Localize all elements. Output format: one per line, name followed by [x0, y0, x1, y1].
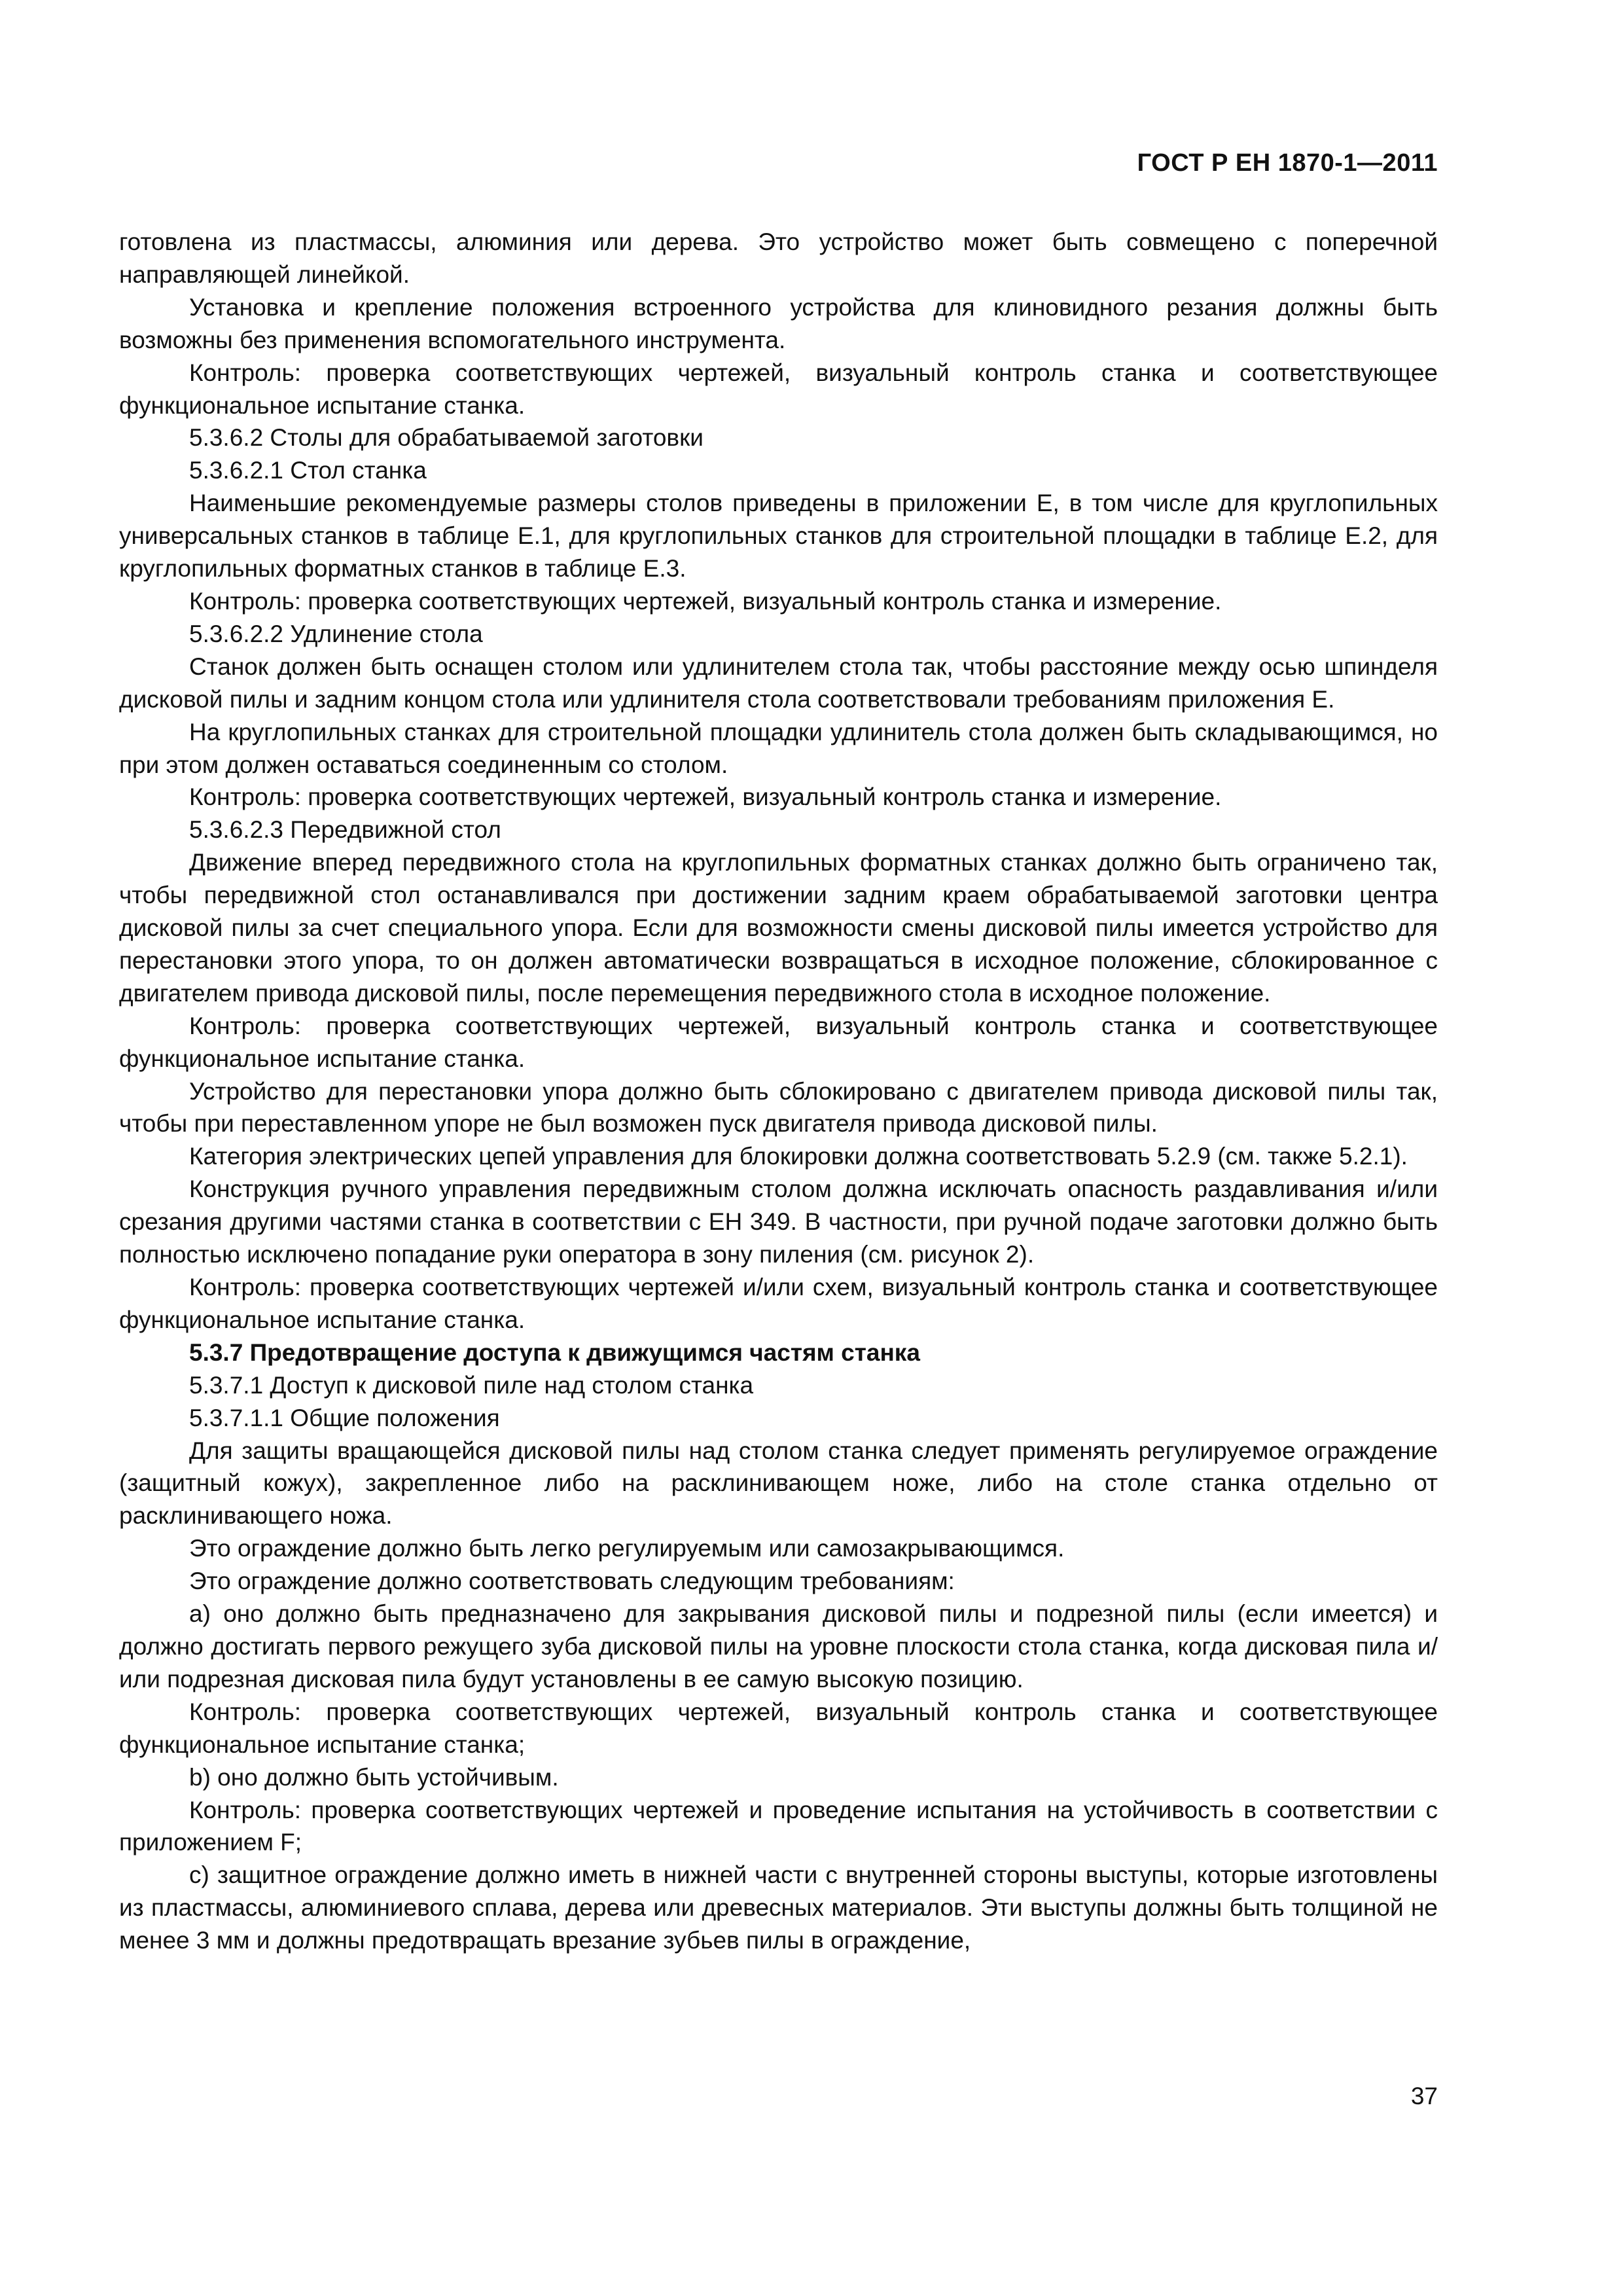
paragraph: 5.3.6.2 Столы для обрабатываемой заготовки [189, 424, 704, 452]
paragraph: Контроль: проверка соответствующих чертежей, визуальный контроль станка и соответствующее функциональное испытание станка. [119, 359, 1438, 419]
paragraph: Наименьшие рекомендуемые размеры столов приведены в приложении Е, в том числе для круглопильных универсальных станков в таблице Е.1, для круглопильных станков для строительной площадки в таблице Е.2, для круглопильных форматных станков в таблице Е.3. [119, 490, 1438, 583]
paragraph: 5.3.7.1.1 Общие положения [189, 1404, 500, 1431]
standard-code: ГОСТ Р ЕН 1870-1—2011 [1137, 149, 1438, 177]
paragraph: Станок должен быть оснащен столом или удлинителем стола так, чтобы расстояние между осью шпинделя дисковой пилы и задним концом стола или удлинителя стола соответствовали требованиям приложения Е. [119, 653, 1438, 713]
paragraph: Контроль: проверка соответствующих чертежей, визуальный контроль станка и измерение. [189, 587, 1222, 615]
paragraph: Контроль: проверка соответствующих чертежей, визуальный контроль станка и соответствующее функциональное испытание станка. [119, 1012, 1438, 1072]
paragraph: Это ограждение должно соответствовать следующим требованиям: [189, 1568, 955, 1595]
paragraph: Это ограждение должно быть легко регулируемым или самозакрывающимся. [189, 1535, 1065, 1562]
paragraph: b) оно должно быть устойчивым. [189, 1763, 559, 1791]
paragraph: Контроль: проверка соответствующих чертежей, визуальный контроль станка и измерение. [189, 783, 1222, 811]
paragraph: Установка и крепление положения встроенного устройства для клиновидного резания должны быть возможны без применения вспомогательного инструмента. [119, 293, 1438, 353]
paragraph: Устройство для перестановки упора должно быть сблокировано с двигателем привода дисковой пилы так, чтобы при переставленном упоре не был возможен пуск двигателя привода дисковой пилы. [119, 1077, 1438, 1138]
section-heading: 5.3.7 Предотвращение доступа к движущимся частям станка [189, 1338, 920, 1366]
paragraph: 5.3.6.2.3 Передвижной стол [189, 816, 501, 844]
paragraph: На круглопильных станках для строительной площадки удлинитель стола должен быть складывающимся, но при этом должен оставаться соединенным со столом. [119, 718, 1438, 778]
paragraph: Движение вперед передвижного стола на круглопильных форматных станках должно быть ограничено так, чтобы передвижной стол останавливался при достижении задним краем обрабатываемой заготовки центра дисковой пилы за счет специального упора. Если для возможности смены дисковой пилы имеется устройство для перестановки этого упора, то он должен автоматически возвращаться в исходное положение, сблокированное с двигателем привода дисковой пилы, после перемещения передвижного стола в исходное положение. [119, 849, 1438, 1007]
paragraph: с) защитное ограждение должно иметь в нижней части с внутренней стороны выступы, которые изготовлены из пластмассы, алюминиевого сплава, дерева или древесных материалов. Эти выступы должны быть толщиной не менее 3 мм и должны предотвращать врезание зубьев пилы в ограждение, [119, 1861, 1438, 1954]
body-text [119, 226, 1438, 1957]
paragraph: Контроль: проверка соответствующих чертежей и проведение испытания на устойчивость в соответствии с приложением F; [119, 1796, 1438, 1856]
page-number: 37 [1410, 2083, 1438, 2109]
paragraph: готовлена из пластмассы, алюминия или дерева. Это устройство может быть совмещено с поперечной направляющей линейкой. [119, 228, 1438, 288]
paragraph: Контроль: проверка соответствующих чертежей и/или схем, визуальный контроль станка и соответствующее функциональное испытание станка. [119, 1274, 1438, 1333]
paragraph: Контроль: проверка соответствующих чертежей, визуальный контроль станка и соответствующее функциональное испытание станка; [119, 1698, 1438, 1758]
paragraph: Конструкция ручного управления передвижным столом должна исключать опасность раздавливания и/или срезания другими частями станка в соответствии с ЕН 349. В частности, при ручной подаче заготовки должно быть полностью исключено попадание руки оператора в зону пиления (см. рисунок 2). [119, 1175, 1438, 1268]
paragraph: Категория электрических цепей управления для блокировки должна соответствовать 5.2.9 (см. также 5.2.1). [189, 1143, 1408, 1170]
paragraph: 5.3.7.1 Доступ к дисковой пиле над столом станка [189, 1371, 754, 1399]
paragraph: 5.3.6.2.2 Удлинение стола [189, 620, 483, 647]
paragraph: а) оно должно быть предназначено для закрывания дисковой пилы и подрезной пилы (если имеется) и должно достигать первого режущего зуба дисковой пилы на уровне плоскости стола станка, когда дисковая пила и/или подрезная дисковая пила будут установлены в ее самую высокую позицию. [119, 1600, 1438, 1693]
paragraph: Для защиты вращающейся дисковой пилы над столом станка следует применять регулируемое ограждение (защитный кожух), закрепленное либо на расклинивающем ноже, либо на столе станка отдельно от расклинивающего ножа. [119, 1437, 1438, 1530]
paragraph: 5.3.6.2.1 Стол станка [189, 457, 427, 484]
